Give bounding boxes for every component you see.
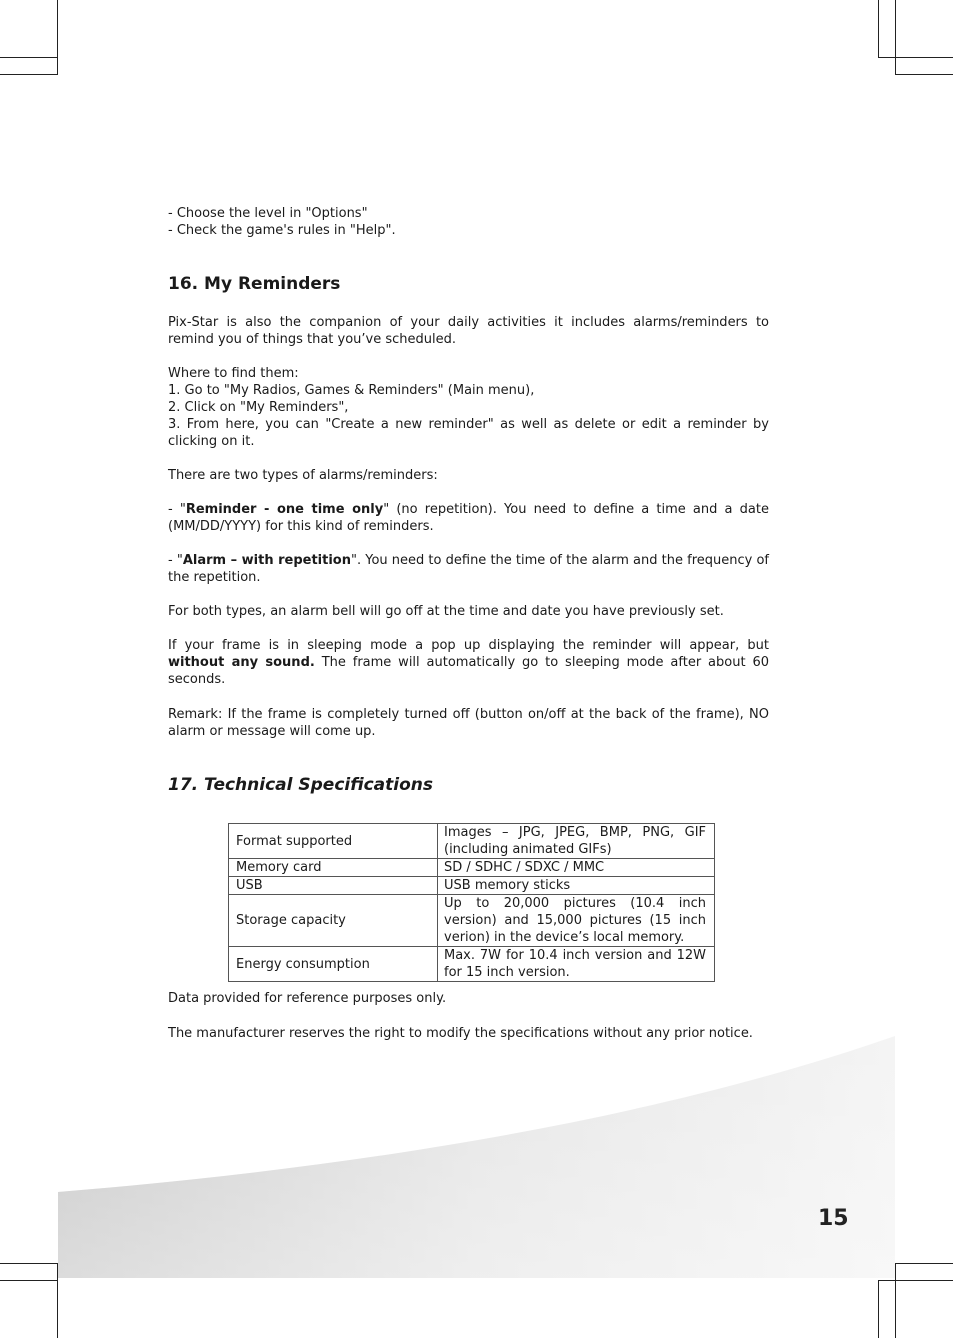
type-reminder: - "Reminder - one time only" (no repetition). You need to define a time and a date (MM/DD/YYYY) for this kind of reminders.	[168, 502, 769, 534]
table-row	[229, 895, 715, 947]
crop-mark	[0, 74, 58, 75]
table-row	[229, 824, 715, 859]
spec-label: USB	[229, 877, 438, 895]
section-17-title: 17. Technical Specifications	[168, 775, 434, 795]
crop-mark	[57, 1263, 58, 1338]
spec-value: Up to 20,000 pictures (10.4 inch version) and 15,000 pictures (15 inch verion) in the device’s local memory.	[438, 895, 715, 947]
spec-value: USB memory sticks	[438, 877, 715, 895]
type-reminder-block	[168, 501, 769, 535]
spec-value: Images – JPG, JPEG, BMP, PNG, GIF (including animated GIFs)	[438, 824, 715, 859]
spec-value: SD / SDHC / SDXC / MMC	[438, 859, 715, 877]
intro-line: - Choose the level in "Options"	[168, 206, 368, 221]
no-sound-emphasis: without any sound.	[168, 655, 315, 670]
sleeping-mode: If your frame is in sleeping mode a pop up displaying the reminder will appear, but without any sound. The frame will automatically go to sleeping mode after about 60 seconds.	[168, 638, 769, 687]
intro-line: - Check the game's rules in "Help".	[168, 223, 396, 238]
spec-label: Storage capacity	[229, 895, 438, 947]
crop-mark	[895, 1263, 896, 1338]
crop-mark	[0, 1280, 58, 1281]
sleeping-mode-block	[168, 637, 769, 688]
type-alarm-name: Alarm – with repetition	[182, 553, 351, 568]
where-title: Where to find them:	[168, 366, 299, 381]
step-2: 2. Click on "My Reminders",	[168, 400, 349, 415]
modify-note: The manufacturer reserves the right to modify the specifications without any prior notice.	[168, 1026, 753, 1041]
type-reminder-name: Reminder - one time only	[185, 502, 384, 517]
types-intro: There are two types of alarms/reminders:	[168, 468, 438, 483]
types-intro-block	[168, 467, 769, 484]
crop-mark	[0, 57, 58, 58]
spec-label: Energy consumption	[229, 947, 438, 982]
reference-note: Data provided for reference purposes only.	[168, 991, 447, 1006]
remark: Remark: If the frame is completely turned off (button on/off at the back of the frame), NO alarm or message will come up.	[168, 707, 769, 739]
step-3: 3. From here, you can "Create a new reminder" as well as delete or edit a reminder by clicking on it.	[168, 417, 769, 449]
table-row	[229, 947, 715, 982]
intro-block	[168, 205, 769, 239]
crop-mark	[0, 1263, 58, 1264]
table-row	[229, 877, 715, 895]
crop-mark	[878, 57, 953, 58]
remark-block	[168, 706, 769, 740]
type-alarm-block	[168, 552, 769, 586]
modify-note-block	[168, 1025, 769, 1042]
reminders-intro: Pix-Star is also the companion of your daily activities it includes alarms/reminders to remind you of things that you’ve scheduled.	[168, 315, 769, 347]
crop-mark	[878, 0, 879, 58]
spec-label: Format supported	[229, 824, 438, 859]
where-to-find	[168, 365, 769, 450]
crop-mark	[895, 1263, 953, 1264]
both-types-block	[168, 603, 769, 620]
spec-table	[228, 823, 715, 982]
crop-mark	[57, 0, 58, 74]
reference-note-block	[168, 990, 769, 1007]
type-alarm: - "Alarm – with repetition". You need to define the time of the alarm and the frequency of the repetition.	[168, 553, 770, 585]
page-number: 15	[818, 1206, 849, 1231]
spec-label: Memory card	[229, 859, 438, 877]
spec-value: Max. 7W for 10.4 inch version and 12W for 15 inch version.	[438, 947, 715, 982]
step-1: 1. Go to "My Radios, Games & Reminders" (Main menu),	[168, 383, 535, 398]
section-16-body	[168, 314, 769, 348]
crop-mark	[895, 0, 896, 74]
crop-mark	[878, 1280, 953, 1281]
crop-mark	[878, 1280, 879, 1338]
both-types: For both types, an alarm bell will go off at the time and date you have previously set.	[168, 604, 724, 619]
crop-mark	[895, 74, 953, 75]
table-row	[229, 859, 715, 877]
section-16-title: 16. My Reminders	[168, 274, 341, 294]
